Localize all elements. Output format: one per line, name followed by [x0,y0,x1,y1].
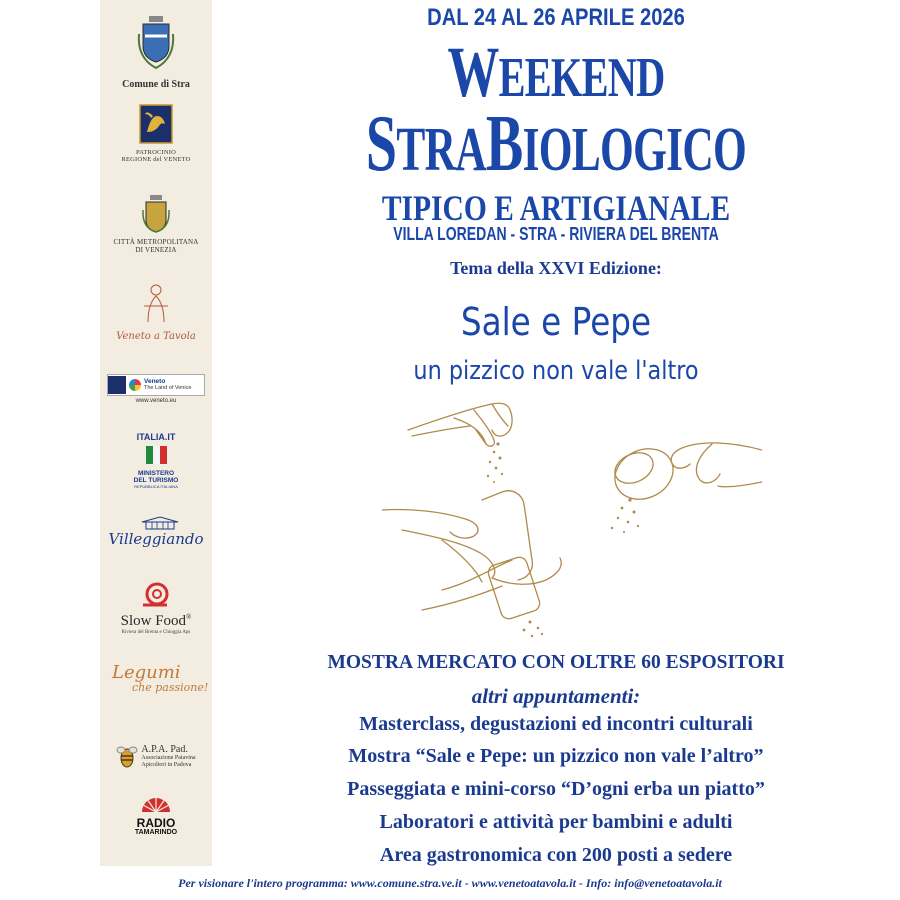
radio-label-1: RADIO [136,816,176,830]
apa-padova-logo [100,742,212,770]
chef-figure-icon [140,282,172,324]
event-item-laboratori: Laboratori e attività per bambini e adulti [379,811,733,833]
villeggiando-label: Villeggiando [108,530,204,548]
italia-it-label: ITALIA.IT [136,432,176,442]
shaker-hand-icon [671,443,762,487]
title-tra: TRA [396,116,486,184]
theme-title: Sale e Pepe [460,300,652,344]
ministero-turismo-logo [100,432,212,489]
comune-di-stra-logo [100,14,212,90]
legumi-tagline: che passione! [132,681,209,694]
salt-shaker-icon [607,440,682,509]
footer-info: Per visionare l'intero programma: www.comune.stra.ve.it - www.venetoatavola.it - Info: info@venetoatavola.it [178,876,722,890]
slow-food-label: Slow Food® [120,613,192,629]
pinching-hand-icon [408,403,512,446]
metro-label-1: CITTÀ METROPOLITANA [113,238,199,246]
event-item-passeggiata: Passeggiata e mini-corso “D’ogni erba un piatto” [347,778,765,800]
other-events-heading: altri appuntamenti: [471,684,641,708]
snail-icon [141,580,171,608]
citta-metropolitana-logo [100,194,212,254]
sponsor-sidebar [100,0,212,866]
radio-tamarindo-logo [100,792,212,836]
metro-label-2: DI VENEZIA [135,245,177,254]
ministero-label-2: DEL TURISMO [133,477,179,485]
veneto-url: www.veneto.eu [135,398,177,404]
comune-label: Comune di Stra [122,79,190,90]
poster-main [212,0,900,900]
apa-label-2: Apicoltori in Padova [141,761,192,768]
event-item-masterclass: Masterclass, degustazioni ed incontri culturali [359,713,753,735]
sun-rays-icon [139,792,173,812]
title-strabiologico [315,100,797,188]
event-location: VILLA LOREDAN - STRA - RIVIERA DEL BRENTA [393,224,719,244]
hands-sprinkling-illustration [382,390,762,640]
title-weekend-initial: W [447,32,499,112]
grinder-hands-icon [382,509,561,584]
pepper-grinder-icon [486,555,541,621]
slow-food-logo [100,580,212,635]
regione-label-1: PATROCINIO [135,149,177,156]
villa-building-icon [140,516,180,530]
legumi-label: Legumi [112,662,181,683]
veneto-land-of-venice-logo [100,374,212,404]
event-item-mostra: Mostra “Sale e Pepe: un pizzico non vale l’altro” [348,745,764,767]
lion-of-venice-icon [139,104,173,144]
subtitle-tipico: TIPICO E ARTIGIANALE [381,188,731,228]
theme-subtitle: un pizzico non vale l'altro [413,356,699,386]
event-item-area-gastronomica: Area gastronomica con 200 posti a sedere [379,844,733,866]
regione-veneto-logo [100,104,212,163]
veneto-a-tavola-label: Veneto a Tavola [116,331,196,342]
title-weekend [308,32,803,112]
veneto-tagline: The Land of Venice [144,384,192,391]
ministero-label-3: REPUBBLICA ITALIANA [134,484,178,490]
slow-food-sub-label: Riviera del Brenta e Chioggia Aps [121,629,191,635]
title-weekend-rest: EEKEND [498,47,665,109]
title-s-initial: S [365,100,397,188]
ministero-label-1: MINISTERO [137,470,175,477]
veneto-brand-label: Veneto [144,378,166,385]
edition-label: Tema della XXVI Edizione: [450,258,662,278]
veneto-a-tavola-logo [100,282,212,342]
title-b-initial: B [485,100,523,188]
veneto-pinwheel-icon [129,379,141,391]
event-date: DAL 24 AL 26 APRILE 2026 [427,4,685,31]
radio-label-2: TAMARINDO [134,829,178,836]
apa-label: A.P.A. Pad. [141,743,188,755]
legumi-logo [100,664,212,693]
italian-emblem-icon [142,445,170,465]
market-headline: MOSTRA MERCATO CON OLTRE 60 ESPOSITORI [327,652,785,673]
apa-label-1: Associazione Patavina [141,754,196,761]
regione-label-2: REGIONE del VENETO [121,156,191,164]
veneto-flag-icon [108,376,126,394]
title-iologico: IOLOGICO [522,116,747,184]
villeggiando-logo [100,516,212,548]
metro-venezia-crest-icon [141,194,171,234]
bee-icon [116,742,138,770]
stra-coat-of-arms-icon [135,14,177,72]
slow-food-name: Slow Food [120,613,187,629]
